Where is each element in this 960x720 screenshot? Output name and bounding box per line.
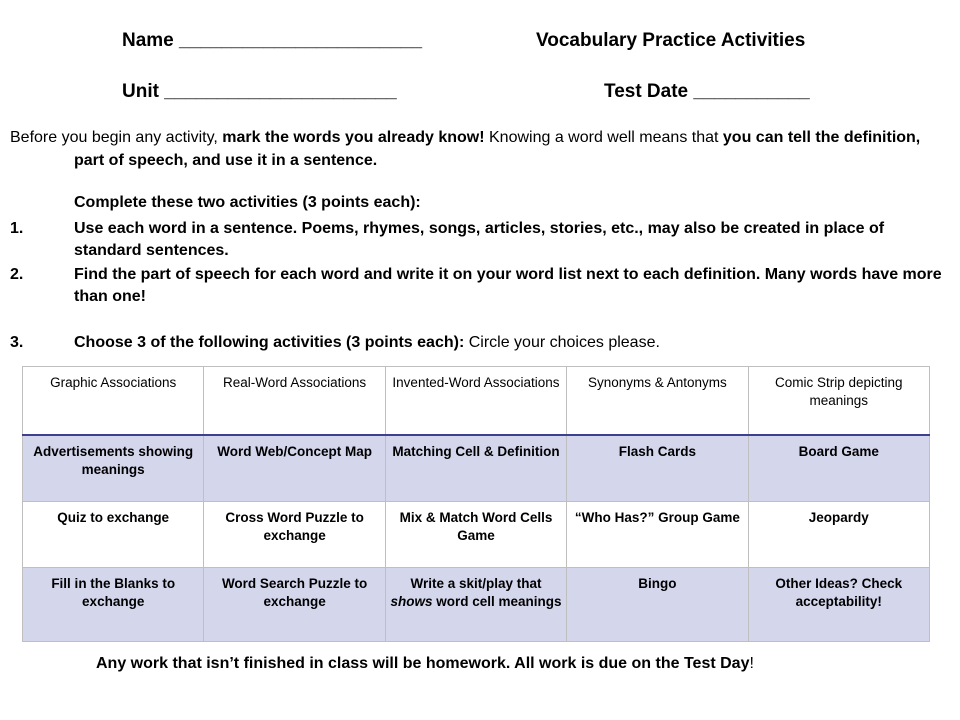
activity-cell[interactable]: Cross Word Puzzle to exchange: [204, 502, 385, 568]
skit-text-c: word cell meanings: [432, 594, 562, 609]
activity-cell[interactable]: Word Search Puzzle to exchange: [204, 568, 385, 642]
activity-cell[interactable]: Matching Cell & Definition: [385, 435, 566, 502]
intro-text-1: Before you begin any activity,: [10, 129, 223, 146]
activity-cell[interactable]: Other Ideas? Check acceptability!: [748, 568, 929, 642]
item-number: 2.: [10, 266, 24, 283]
activity-cell[interactable]: Quiz to exchange: [23, 502, 204, 568]
table-row: [23, 502, 930, 568]
activity-cell[interactable]: Synonyms & Antonyms: [567, 367, 748, 436]
intro-text-2: Knowing a word well means that: [484, 129, 723, 146]
intro-paragraph: [10, 126, 952, 172]
activity-cell[interactable]: Fill in the Blanks to exchange: [23, 568, 204, 642]
page-title: Vocabulary Practice Activities: [536, 30, 806, 51]
activity-cell[interactable]: Invented-Word Associations: [385, 367, 566, 436]
instruction-item: [10, 264, 950, 308]
activity-cell[interactable]: Advertisements showing meanings: [23, 435, 204, 502]
activity-cell[interactable]: Graphic Associations: [23, 367, 204, 436]
skit-text-b: shows: [390, 594, 433, 609]
item-text: Use each word in a sentence. Poems, rhymes, songs, articles, stories, etc., may also be created in place of standard sentences.: [74, 220, 885, 259]
table-row: [23, 435, 930, 502]
item-text: Find the part of speech for each word and write it on your word list next to each definition. Many words have more than one!: [74, 266, 942, 305]
activity-cell[interactable]: Bingo: [567, 568, 748, 642]
instruction-item: [10, 218, 950, 262]
activity-cell[interactable]: Flash Cards: [567, 435, 748, 502]
table-row: [23, 568, 930, 642]
activity-cell[interactable]: “Who Has?” Group Game: [567, 502, 748, 568]
test-date-field-label: Test Date ___________: [604, 81, 810, 102]
activity-cell[interactable]: Real-Word Associations: [204, 367, 385, 436]
unit-field-label: Unit ______________________: [122, 81, 397, 102]
item-number: 1.: [10, 220, 24, 237]
name-field-label: Name _______________________: [122, 30, 423, 51]
activity-cell-skit[interactable]: [385, 568, 566, 642]
activity-cell[interactable]: Board Game: [748, 435, 929, 502]
footer-main: Any work that isn’t finished in class will be homework. All work is due on the Test Day: [96, 655, 750, 672]
intro-bold-1: mark the words you already know!: [222, 129, 485, 146]
activity-cell[interactable]: Mix & Match Word Cells Game: [385, 502, 566, 568]
item-tail-text: Circle your choices please.: [464, 334, 660, 351]
activity-cell[interactable]: Jeopardy: [748, 502, 929, 568]
footer-note: [96, 655, 754, 673]
activities-table: [22, 366, 930, 642]
activity-cell[interactable]: Comic Strip depicting meanings: [748, 367, 929, 436]
footer-end: !: [749, 655, 754, 672]
item-text: Choose 3 of the following activities (3 points each):: [74, 334, 465, 351]
item-number: 3.: [10, 334, 24, 351]
instruction-item: [10, 332, 950, 354]
intro-bold-2: you can tell the definition, part of speech, and use it in a sentence.: [74, 129, 921, 169]
table-row: [23, 367, 930, 436]
skit-text-a: Write a skit/play that: [410, 576, 542, 591]
activity-cell[interactable]: Word Web/Concept Map: [204, 435, 385, 502]
complete-heading: Complete these two activities (3 points each):: [74, 194, 421, 211]
